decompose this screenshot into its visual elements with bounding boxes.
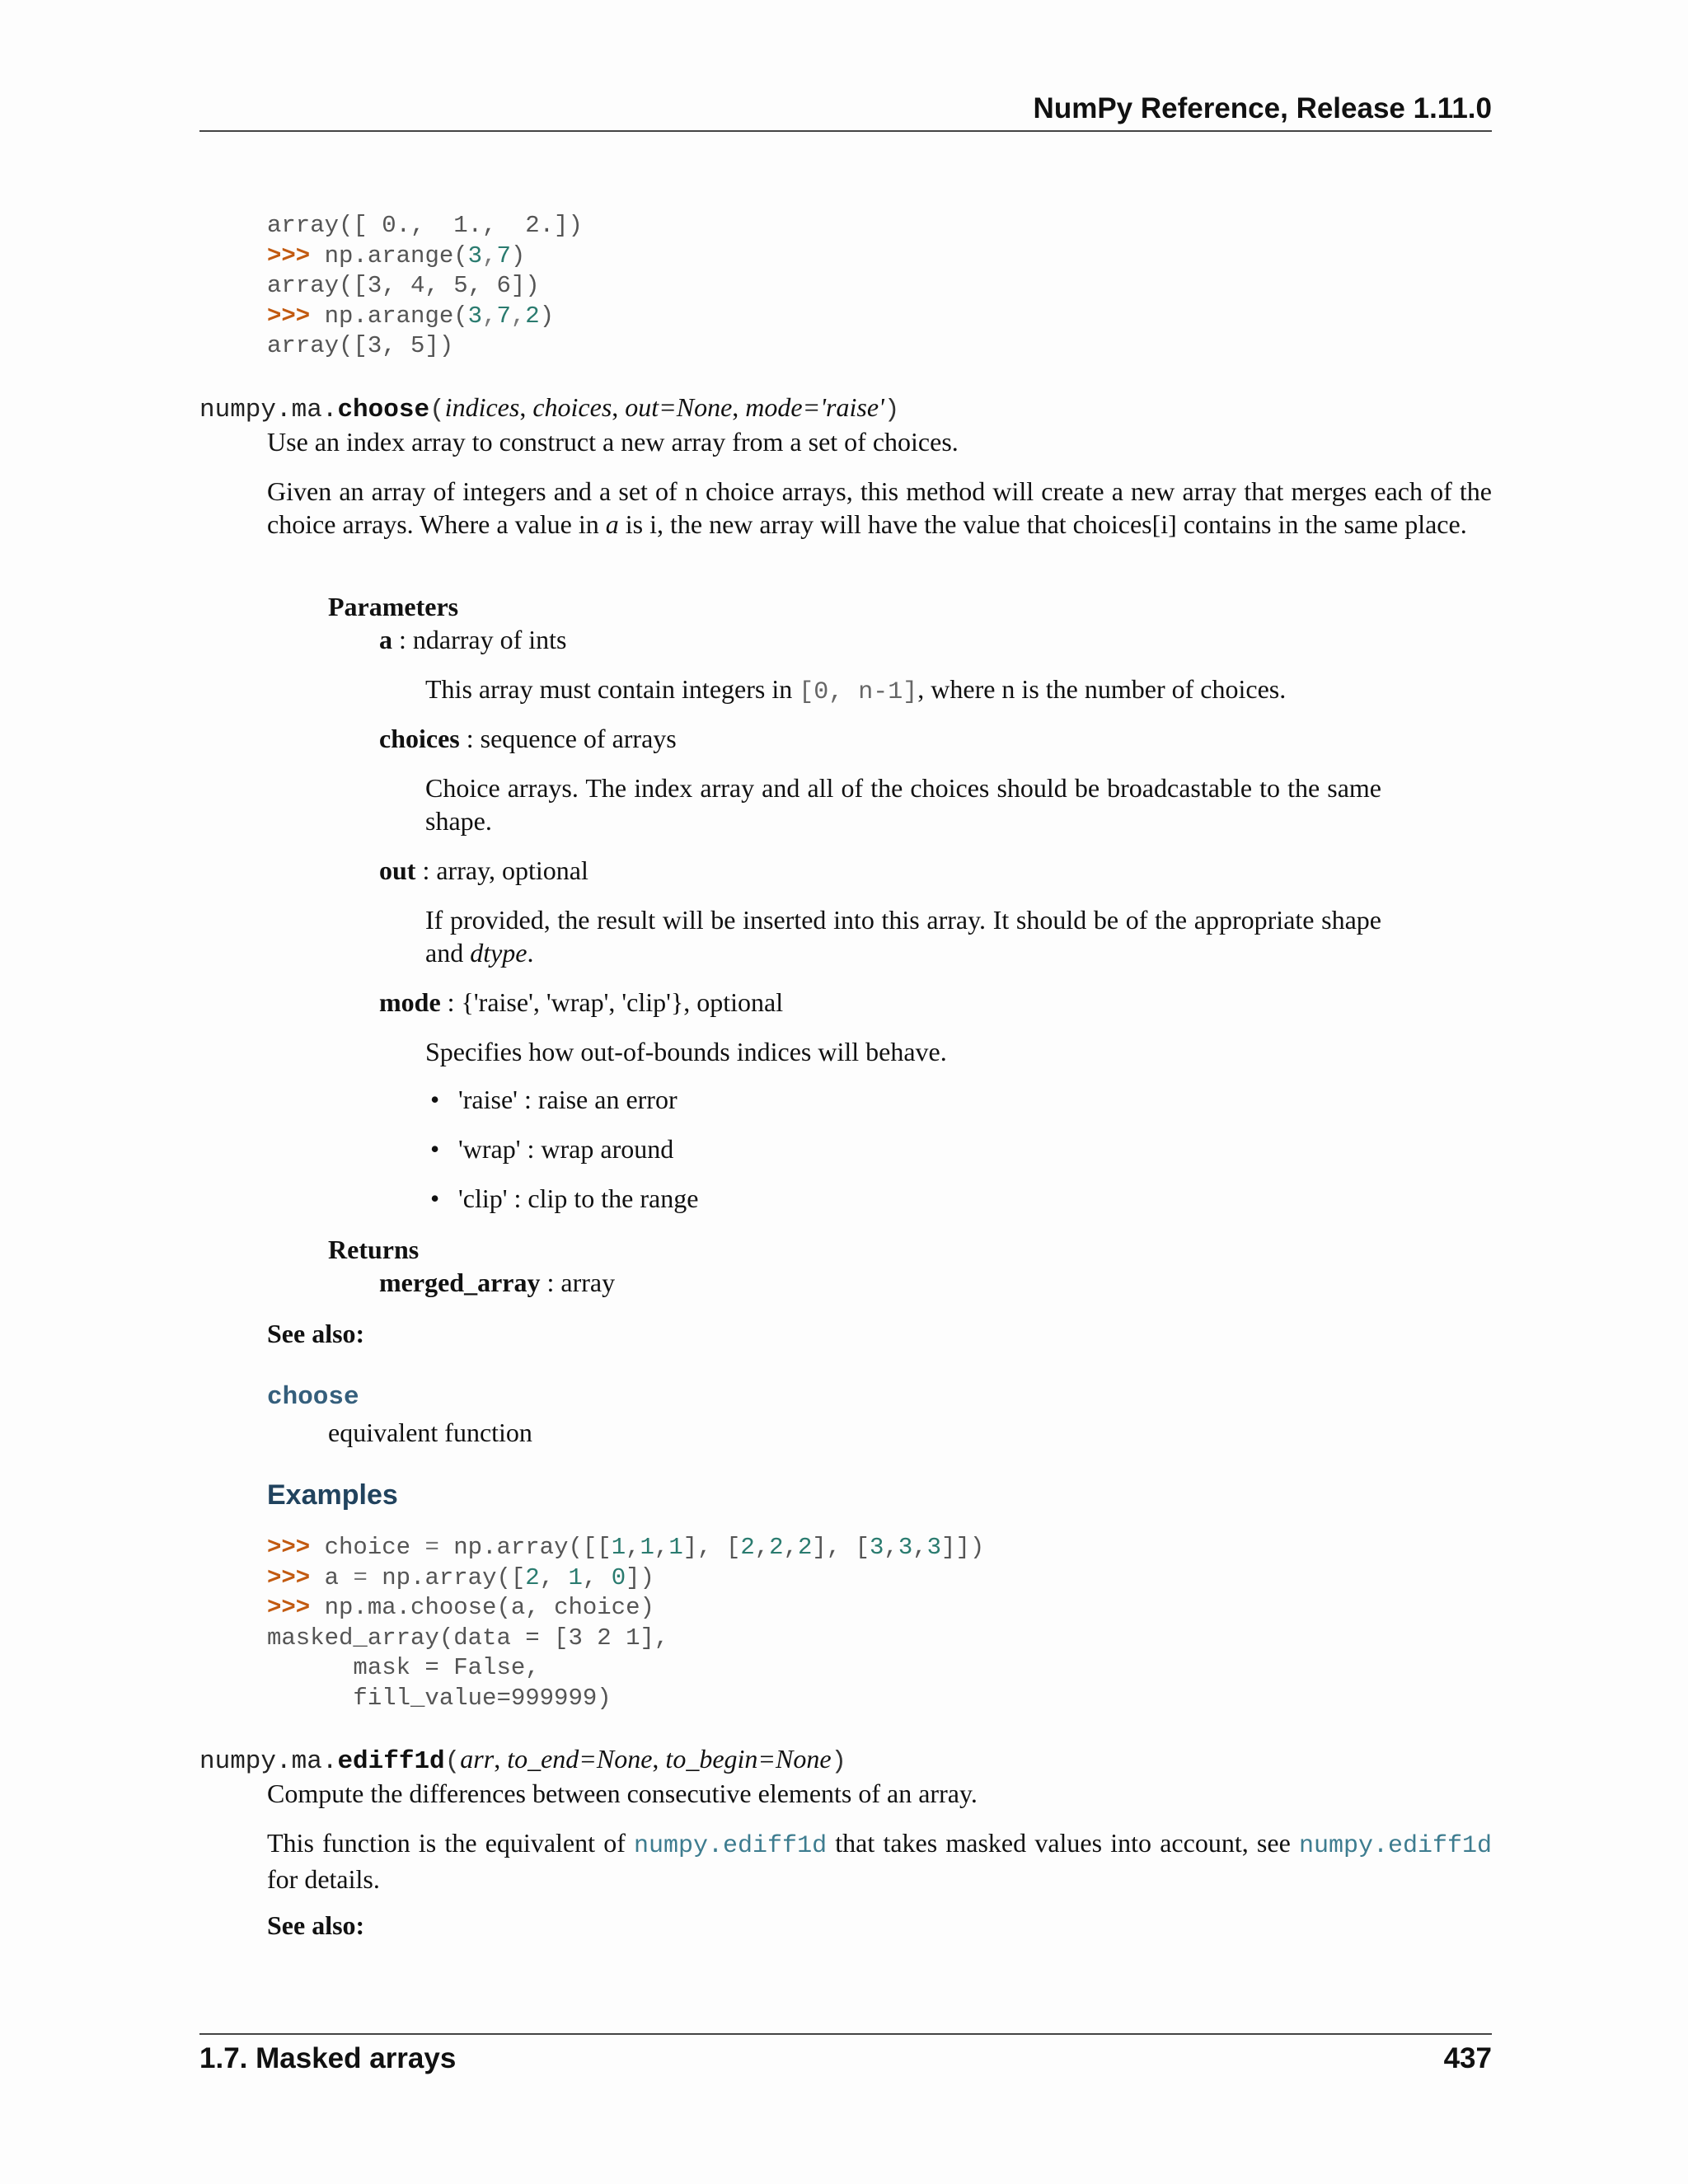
param-desc-text: . — [527, 938, 534, 968]
inline-literal: [0, n-1] — [799, 678, 918, 706]
signature-sep: , — [612, 392, 626, 422]
param-name: a — [379, 625, 392, 654]
list-item — [430, 1085, 678, 1115]
code-output-line: fill_value=999999) — [267, 1684, 612, 1712]
return-type: : array — [540, 1268, 616, 1297]
signature-paren: ) — [831, 1747, 847, 1776]
code-punct: ]) — [626, 1563, 654, 1591]
code-number: 1 — [568, 1563, 583, 1591]
param-mode-desc: Specifies how out-of-bounds indices will behave. — [425, 1037, 947, 1066]
choose-signature — [199, 392, 900, 424]
code-punct: ) — [510, 241, 526, 269]
parameters-label: Parameters — [328, 592, 459, 621]
code-punct: , — [754, 1534, 770, 1561]
param-type: : sequence of arrays — [459, 724, 677, 753]
code-prompt: >>> — [267, 1534, 311, 1561]
param-a-desc — [425, 673, 1286, 709]
desc-text: that takes masked values into account, see — [827, 1828, 1299, 1858]
code-punct: , — [482, 302, 497, 330]
list-item-text: 'raise' : raise an error — [458, 1085, 678, 1114]
bullet-icon: • — [430, 1085, 440, 1114]
code-call: np.arange( — [324, 302, 468, 330]
code-number: 3 — [926, 1534, 942, 1561]
choose-summary: Use an index array to construct a new array from a set of choices. — [267, 427, 959, 457]
code-prompt: >>> — [267, 1563, 311, 1591]
code-punct: , — [654, 1534, 669, 1561]
code-text: np.array([[ — [438, 1534, 612, 1561]
signature-paren: ( — [429, 396, 445, 424]
signature-arg: indices — [444, 392, 520, 422]
list-item-text: 'clip' : clip to the range — [458, 1183, 699, 1213]
choose-description — [267, 475, 1492, 541]
param-type: : {'raise', 'wrap', 'clip'}, optional — [440, 987, 784, 1017]
bullet-icon: • — [430, 1183, 440, 1213]
signature-arg: mode='raise' — [745, 392, 884, 422]
signature-sep: , — [652, 1744, 666, 1774]
code-output-line: array([3, 4, 5, 6]) — [267, 272, 540, 300]
code-call: np.arange( — [324, 241, 468, 269]
param-type: : array, optional — [415, 855, 588, 885]
code-number: 0 — [611, 1563, 626, 1591]
return-value — [379, 1266, 615, 1299]
param-out-desc — [425, 903, 1381, 969]
param-desc-text: If provided, the result will be inserted into this array. It should be of the appropriate shape and — [425, 905, 1381, 968]
returns-label: Returns — [328, 1235, 420, 1264]
code-punct: ], [ — [812, 1534, 870, 1561]
signature-module: numpy.ma. — [199, 1747, 338, 1776]
param-out — [379, 854, 588, 887]
code-number: 1 — [640, 1534, 654, 1561]
code-text: choice — [324, 1534, 425, 1561]
code-output-line: array([3, 5]) — [267, 332, 454, 360]
link-numpy-ediff1d[interactable]: numpy.ediff1d — [1298, 1832, 1492, 1860]
param-desc-text: , where n is the number of choices. — [917, 674, 1287, 704]
link-numpy-ediff1d[interactable]: numpy.ediff1d — [634, 1832, 828, 1860]
code-number: 1 — [611, 1534, 626, 1561]
running-header-title: NumPy Reference, Release 1.11.0 — [1033, 92, 1492, 124]
code-block-examples — [267, 1533, 984, 1714]
code-block-arange — [267, 211, 583, 362]
desc-text: Given an array of integers and a set of n choice arrays, this method will create a new array that merges each of the choice arrays. Where a value in — [267, 476, 1492, 539]
param-choices-desc: Choice arrays. The index array and all of the choices should be broadcastable to the same shape. — [425, 773, 1381, 836]
param-desc-text: This array must contain integers in — [425, 674, 799, 704]
param-name: choices — [379, 724, 460, 753]
code-punct: , — [783, 1534, 798, 1561]
page-number: 437 — [1443, 2042, 1492, 2074]
signature-function-name: choose — [337, 396, 430, 424]
code-text: np.ma.choose(a, choice) — [324, 1594, 654, 1622]
ediff1d-description — [267, 1826, 1492, 1896]
code-text: np.array([ — [367, 1563, 526, 1591]
code-punct: ) — [539, 302, 555, 330]
desc-text: This function is the equivalent of — [267, 1828, 635, 1858]
code-number: 3 — [870, 1534, 884, 1561]
signature-sep: , — [494, 1744, 508, 1774]
signature-sep: , — [519, 392, 533, 422]
code-prompt: >>> — [267, 302, 311, 330]
param-a — [379, 623, 567, 656]
code-output-line: array([ 0., 1., 2.]) — [267, 212, 583, 239]
signature-module: numpy.ma. — [199, 396, 338, 424]
signature-arg: out=None — [625, 392, 733, 422]
see-also-desc: equivalent function — [328, 1418, 532, 1447]
signature-arg: arr — [460, 1744, 495, 1774]
code-number: 3 — [467, 241, 483, 269]
code-punct: , — [539, 1563, 569, 1591]
code-punct: , — [482, 241, 497, 269]
ediff1d-summary: Compute the differences between consecutive elements of an array. — [267, 1779, 978, 1808]
code-number: 2 — [769, 1534, 784, 1561]
list-item-text: 'wrap' : wrap around — [458, 1134, 674, 1164]
signature-arg: to_begin=None — [665, 1744, 832, 1774]
code-number: 2 — [525, 302, 540, 330]
signature-function-name: ediff1d — [337, 1747, 445, 1776]
footer-rule — [199, 2033, 1492, 2035]
signature-paren: ) — [884, 396, 900, 424]
code-number: 2 — [797, 1534, 813, 1561]
return-name: merged_array — [379, 1268, 541, 1297]
code-operator: = — [353, 1563, 368, 1591]
list-item — [430, 1134, 673, 1165]
signature-sep: , — [732, 392, 746, 422]
code-prompt: >>> — [267, 241, 311, 269]
param-choices — [379, 722, 677, 755]
code-punct: , — [626, 1534, 640, 1561]
code-number: 1 — [668, 1534, 683, 1561]
param-desc-variable: dtype — [470, 938, 528, 968]
code-punct: , — [582, 1563, 612, 1591]
code-punct: ], [ — [682, 1534, 741, 1561]
see-also-label: See also: — [267, 1319, 365, 1348]
code-number: 3 — [898, 1534, 913, 1561]
param-name: mode — [379, 987, 441, 1017]
desc-text: for details. — [267, 1864, 380, 1894]
code-punct: , — [884, 1534, 898, 1561]
desc-text: is i, the new array will have the value that choices[i] contains in the same place. — [618, 509, 1467, 539]
code-output-line: mask = False, — [267, 1654, 540, 1682]
list-item — [430, 1183, 698, 1214]
code-punct: ]]) — [941, 1534, 985, 1561]
code-number: 7 — [496, 241, 511, 269]
code-punct: , — [912, 1534, 927, 1561]
code-prompt: >>> — [267, 1594, 311, 1622]
code-number: 2 — [525, 1563, 540, 1591]
ediff1d-signature — [199, 1744, 846, 1776]
signature-arg: choices — [532, 392, 612, 422]
code-punct: , — [510, 302, 526, 330]
see-also-label: See also: — [267, 1910, 365, 1940]
code-operator: = — [424, 1534, 439, 1561]
code-number: 3 — [467, 302, 483, 330]
code-number: 7 — [496, 302, 511, 330]
code-output-line: masked_array(data = [3 2 1], — [267, 1624, 669, 1652]
bullet-icon: • — [430, 1134, 440, 1164]
code-text: a — [324, 1563, 354, 1591]
footer-section: 1.7. Masked arrays — [199, 2042, 457, 2074]
param-name: out — [379, 855, 416, 885]
code-number: 2 — [740, 1534, 755, 1561]
see-also-link-choose[interactable]: choose — [267, 1383, 359, 1412]
header-rule — [199, 130, 1492, 132]
param-mode — [379, 986, 783, 1019]
examples-heading: Examples — [267, 1479, 398, 1511]
desc-variable: a — [605, 509, 619, 539]
signature-paren: ( — [444, 1747, 461, 1776]
signature-arg: to_end=None — [507, 1744, 653, 1774]
param-type: : ndarray of ints — [392, 625, 567, 654]
